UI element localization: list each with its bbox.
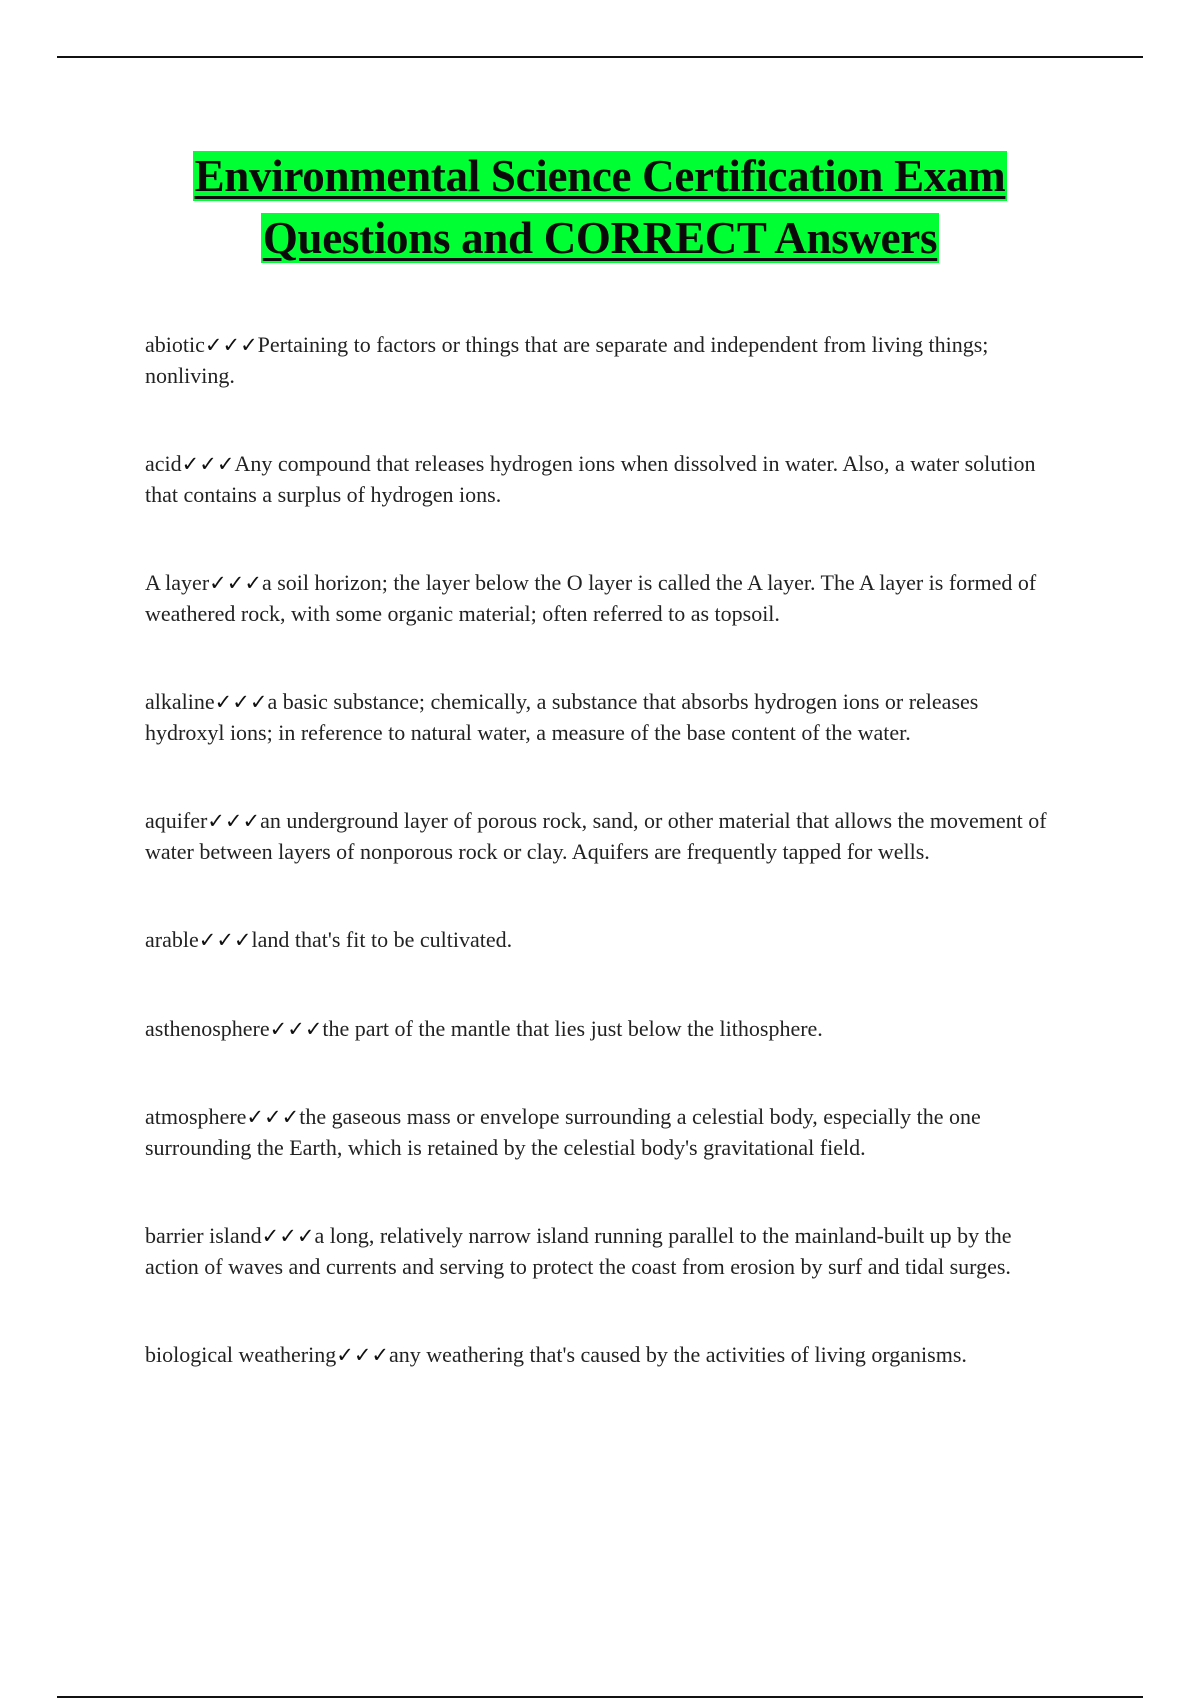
entry-term: arable xyxy=(145,927,199,952)
bottom-rule xyxy=(57,1696,1143,1698)
entry-definition: Any compound that releases hydrogen ions when dissolved in water. Also, a water solution that contains a surplus of hydrogen ions. xyxy=(145,451,1036,507)
glossary-entry xyxy=(145,925,1060,956)
entry-term: biological weathering xyxy=(145,1342,337,1367)
entry-term: A layer xyxy=(145,570,210,595)
entry-definition: a basic substance; chemically, a substance that absorbs hydrogen ions or releases hydroxyl ions; in reference to natural water, a measure of the base content of the water. xyxy=(145,689,979,745)
entry-definition: any weathering that's caused by the activities of living organisms. xyxy=(389,1342,967,1367)
glossary-entry xyxy=(145,1340,1060,1371)
glossary-entry xyxy=(145,1221,1060,1282)
glossary-entry xyxy=(145,1102,1060,1163)
entry-definition: the gaseous mass or envelope surrounding a celestial body, especially the one surrounding the Earth, which is retained by the celestial body's gravitational field. xyxy=(145,1104,981,1160)
glossary-list xyxy=(145,330,1060,1371)
glossary-entry xyxy=(145,568,1060,629)
checkmarks-icon: ✓✓✓ xyxy=(181,452,235,476)
glossary-entry xyxy=(145,449,1060,510)
entry-term: alkaline xyxy=(145,689,215,714)
checkmarks-icon: ✓✓✓ xyxy=(336,1343,390,1367)
checkmarks-icon: ✓✓✓ xyxy=(261,1224,315,1248)
checkmarks-icon: ✓✓✓ xyxy=(269,1016,323,1041)
entry-term: abiotic xyxy=(145,332,205,357)
entry-term: aquifer xyxy=(145,808,208,833)
entry-term: acid xyxy=(145,451,182,476)
checkmarks-icon: ✓✓✓ xyxy=(198,928,252,952)
entry-term: barrier island xyxy=(145,1223,262,1248)
glossary-entry xyxy=(145,687,1060,748)
checkmarks-icon: ✓✓✓ xyxy=(207,809,261,833)
checkmarks-icon: ✓✓✓ xyxy=(209,571,262,595)
entry-definition: land that's fit to be cultivated. xyxy=(251,927,513,952)
entry-term: atmosphere xyxy=(145,1104,247,1129)
entry-term: asthenosphere xyxy=(145,1015,270,1041)
checkmarks-icon: ✓✓✓ xyxy=(204,333,258,357)
title-line-2: Questions and CORRECT Answers xyxy=(262,213,938,263)
glossary-entry xyxy=(145,330,1060,391)
glossary-entry xyxy=(145,1014,1060,1045)
document-title xyxy=(145,145,1055,269)
checkmarks-icon: ✓✓✓ xyxy=(246,1105,300,1129)
entry-definition: the part of the mantle that lies just below the lithosphere. xyxy=(322,1015,823,1041)
checkmarks-icon: ✓✓✓ xyxy=(214,690,268,714)
top-rule xyxy=(57,56,1143,58)
entry-definition: Pertaining to factors or things that are separate and independent from living things; nonliving. xyxy=(145,332,989,388)
title-line-1: Environmental Science Certification Exam xyxy=(194,151,1006,201)
glossary-entry xyxy=(145,806,1060,867)
entry-definition: a soil horizon; the layer below the O layer is called the A layer. The A layer is formed of weathered rock, with some organic material; often referred to as topsoil. xyxy=(145,570,1037,626)
entry-definition: a long, relatively narrow island running parallel to the mainland-built up by the action of waves and currents and serving to protect the coast from erosion by surf and tidal surges. xyxy=(145,1223,1012,1279)
entry-definition: an underground layer of porous rock, sand, or other material that allows the movement of water between layers of nonporous rock or clay. Aquifers are frequently tapped for wells. xyxy=(145,808,1047,864)
